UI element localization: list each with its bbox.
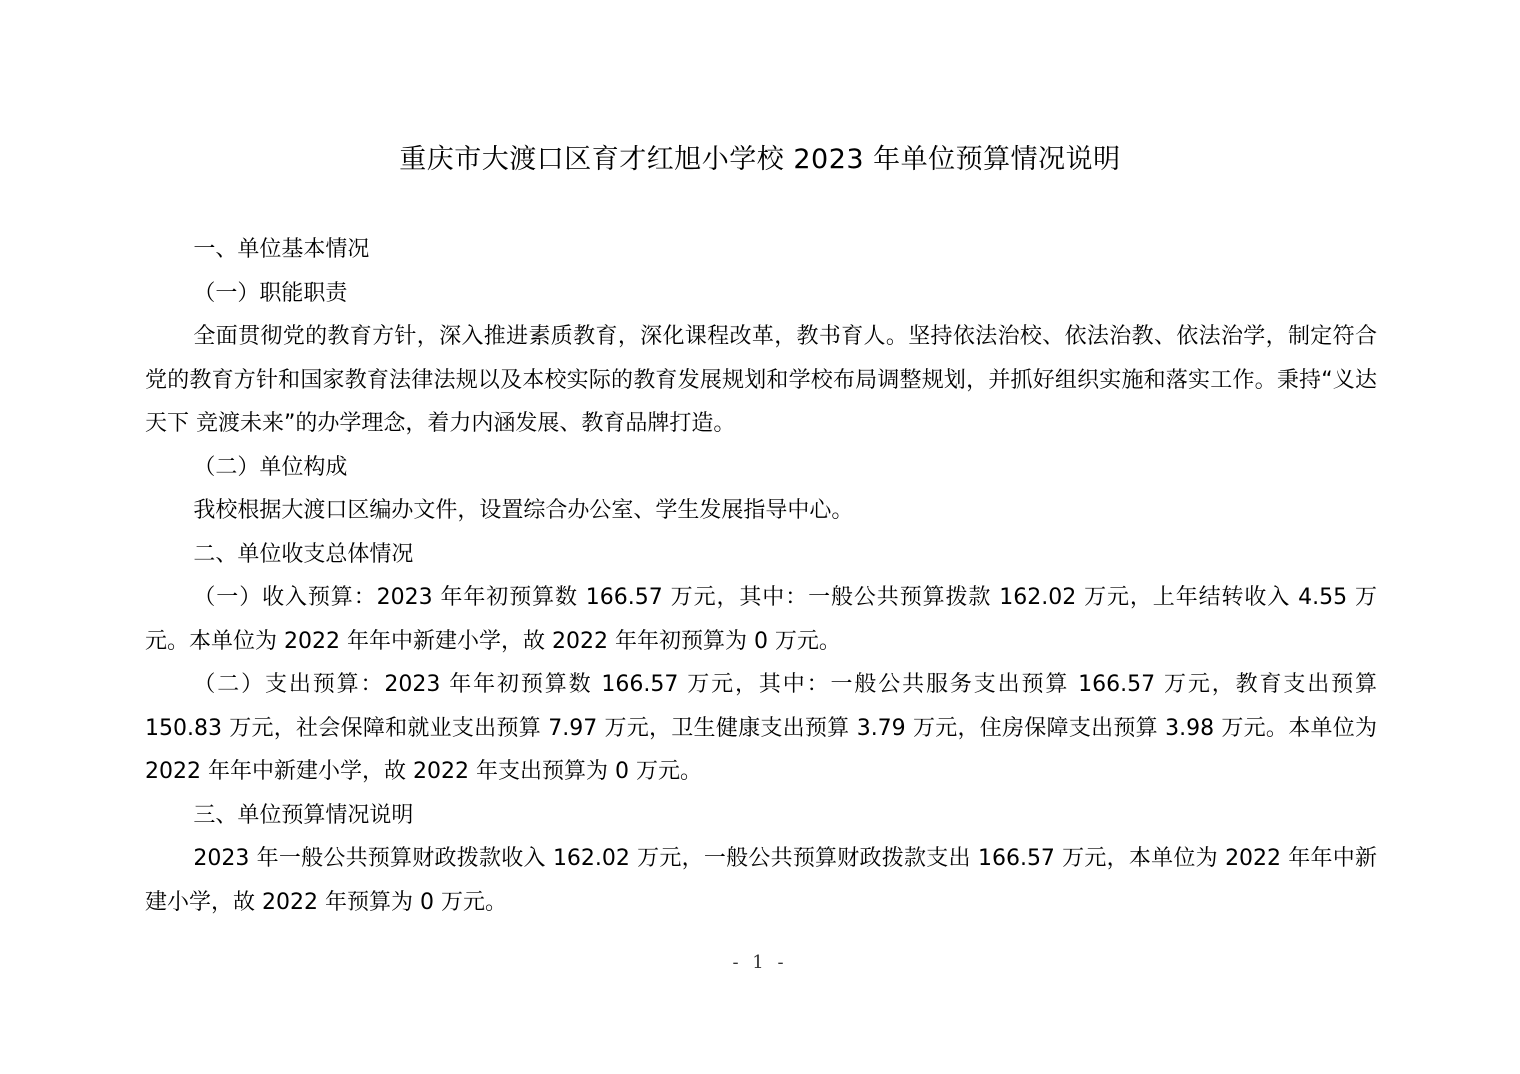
paragraph-functions-duties: 全面贯彻党的教育方针，深入推进素质教育，深化课程改革，教书育人。坚持依法治校、依法治教、依法治学，制定符合党的教育方针和国家教育法律法规以及本校实际的教育发展规划和学校布局调整规划，并抓好组织实施和落实工作。秉持“义达天下 竞渡未来”的办学理念，着力内涵发展、教育品牌打造。 — [145, 324, 1377, 436]
subheading-functions-duties: （一）职能职责 — [193, 280, 348, 306]
heading-budget-explanation: 三、单位预算情况说明 — [193, 802, 414, 828]
heading-income-expenditure-overview: 二、单位收支总体情况 — [193, 541, 414, 567]
subheading-unit-composition: （二）单位构成 — [193, 454, 348, 480]
heading-unit-basic-info: 一、单位基本情况 — [193, 237, 370, 262]
document-body — [145, 228, 1377, 924]
paragraph-expenditure-budget: （二）支出预算：2023 年年初预算数 166.57 万元，其中：一般公共服务支出预算 166.57 万元，教育支出预算 150.83 万元，社会保障和就业支出预算 7.97 万元，卫生健康支出预算 3.79 万元，住房保障支出预算 3.98 万元。本单位为 2022 年年中新建小学，故 2022 年支出预算为 0 万元。 — [145, 672, 1377, 784]
document-title: 重庆市大渡口区育才红旭小学校 2023 年单位预算情况说明 — [399, 144, 1121, 175]
paragraph-budget-explanation: 2023 年一般公共预算财政拨款收入 162.02 万元，一般公共预算财政拨款支出 166.57 万元，本单位为 2022 年年中新建小学，故 2022 年预算为 0 万元。 — [145, 846, 1377, 915]
page-number: - 1 - — [732, 952, 788, 973]
paragraph-income-budget: （一）收入预算：2023 年年初预算数 166.57 万元，其中：一般公共预算拨款 162.02 万元，上年结转收入 4.55 万元。本单位为 2022 年年中新建小学，故 2022 年年初预算为 0 万元。 — [145, 585, 1377, 654]
paragraph-unit-composition: 我校根据大渡口区编办文件，设置综合办公室、学生发展指导中心。 — [193, 498, 854, 523]
